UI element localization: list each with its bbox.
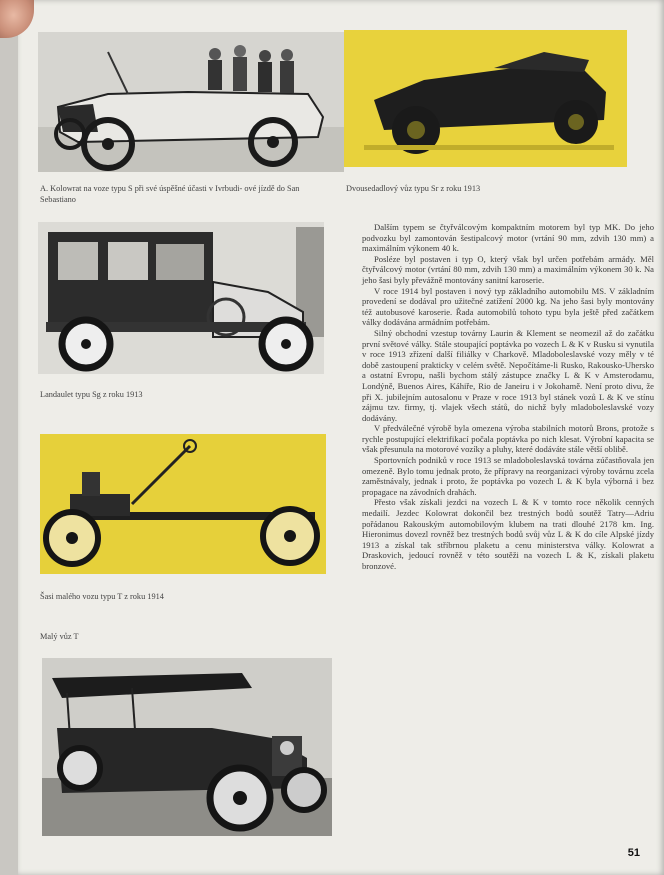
article-column bbox=[362, 222, 654, 572]
caption-photo-4: Šasi malého vozu typu T z roku 1914 bbox=[40, 592, 164, 601]
page-number: 51 bbox=[627, 847, 640, 859]
article-paragraph: Silný obchodní vzestup továrny Laurin & Klement se neomezil až do začátku první světové války. Stále stoupající poptávka po vozech L & K v Rusku si vynutila v roce 1913 zřízení další filiálky v Charkově. Mladoboleslavské vozy měly v té době zastoupení prakticky v celém světě. Nepočítáme-li Rusko, Rakousko-Uhersko a ostatní Evropu, našli bychom stálý zástupce značky L & K v Amsterodamu, Londýně, Buenos Aires, Káhiře, Rio de Janeiru i v Jokohamě. Není proto divu, že při X. jubilejním autosalonu v Praze v roce 1913 byl stánek vozů L & K ve stínu zájmu tzv. firmy, tj. vlajek všech států, do nichž byly mladoboleslavské vozy dodávány. bbox=[362, 327, 654, 423]
article-paragraph: Sportovních podniků v roce 1913 se mladoboleslavská továrna zúčastňovala jen omezeně. Bylo tomu jednak proto, že přípravy na reorganizaci výroby továrnu zcela zaměstnávaly, jednak i proto, že poptávka po vozech L & K byla výborná i bez propagace na závodních drahách. bbox=[362, 455, 654, 497]
photo-two-seater-yellow bbox=[344, 30, 627, 167]
photo-touring-car-passengers bbox=[38, 32, 344, 172]
book-page bbox=[18, 0, 664, 875]
article-paragraph: V roce 1914 byl postaven i nový typ základního automobilu MS. V základním provedení se dodával pro užitečné zatížení 2000 kg. Na jeho šasi byly montovány též autobusové karoserie. Řada automobilů tohoto typu byla ještě před začátkem války dodávána armádním potřebám. bbox=[362, 285, 654, 328]
photo-chassis-yellow bbox=[40, 434, 326, 574]
caption-photo-1: A. Kolowrat na voze typu S při své úspěšné účasti v Ivrbudi- ové jízdě do San Sebastiano bbox=[40, 184, 300, 204]
photo-landaulet bbox=[38, 222, 324, 374]
caption-photo-5: Malý vůz T bbox=[40, 632, 79, 641]
caption-photo-3: Landaulet typu Sg z roku 1913 bbox=[40, 390, 143, 399]
article-paragraph: Dalším typem se čtyřválcovým kompaktním motorem byl typ MK. Do jeho podvozku byl zamontován šestipalcový motor (vrtání 90 mm, zdvih 130 mm) a maximálním výkonem 40 k. bbox=[362, 222, 654, 254]
article-paragraph: V předválečné výrobě byla omezena výroba stabilních motorů Brons, protože s rychle postupující elektrifikací počala poptávka po nich klesat. Výrobní kapacita se však přesunula na motorové vozíky a pluhy, které dodáváte stále větší oblibě. bbox=[362, 423, 654, 455]
photo-small-car-t bbox=[42, 658, 332, 836]
caption-photo-2: Dvousedadlový vůz typu Sr z roku 1913 bbox=[346, 184, 481, 193]
article-paragraph: Posléze byl postaven i typ O, který však byl určen potřebám armády. Měl čtyřválcový motor (vrtání 80 mm, zdvih 130 mm) a maximálním výkonem 30 k. Na jeho šasi byly převážně montovány sanitní karoserie. bbox=[362, 253, 654, 285]
article-paragraph: Přesto však získali jezdci na vozech L & K v tomto roce několik cenných medailí. Jezdec Kolowrat dokončil bez trestných bodů soutěž Tatry—Adriu pořádanou Rakouským automobilovým klubem na trati dlouhé 2178 km. Ing. Hieronimus dovezl rovněž bez trestných bodů svůj vůz L & K do cíle Alpské jízdy 1913 a získal tak stříbrnou plaketu a cenu ministerstva války. Kolowrat a Draskovich, jedoucí rovněž v této soutěži na vozech L & K, získali plaketu bronzové. bbox=[362, 497, 654, 571]
